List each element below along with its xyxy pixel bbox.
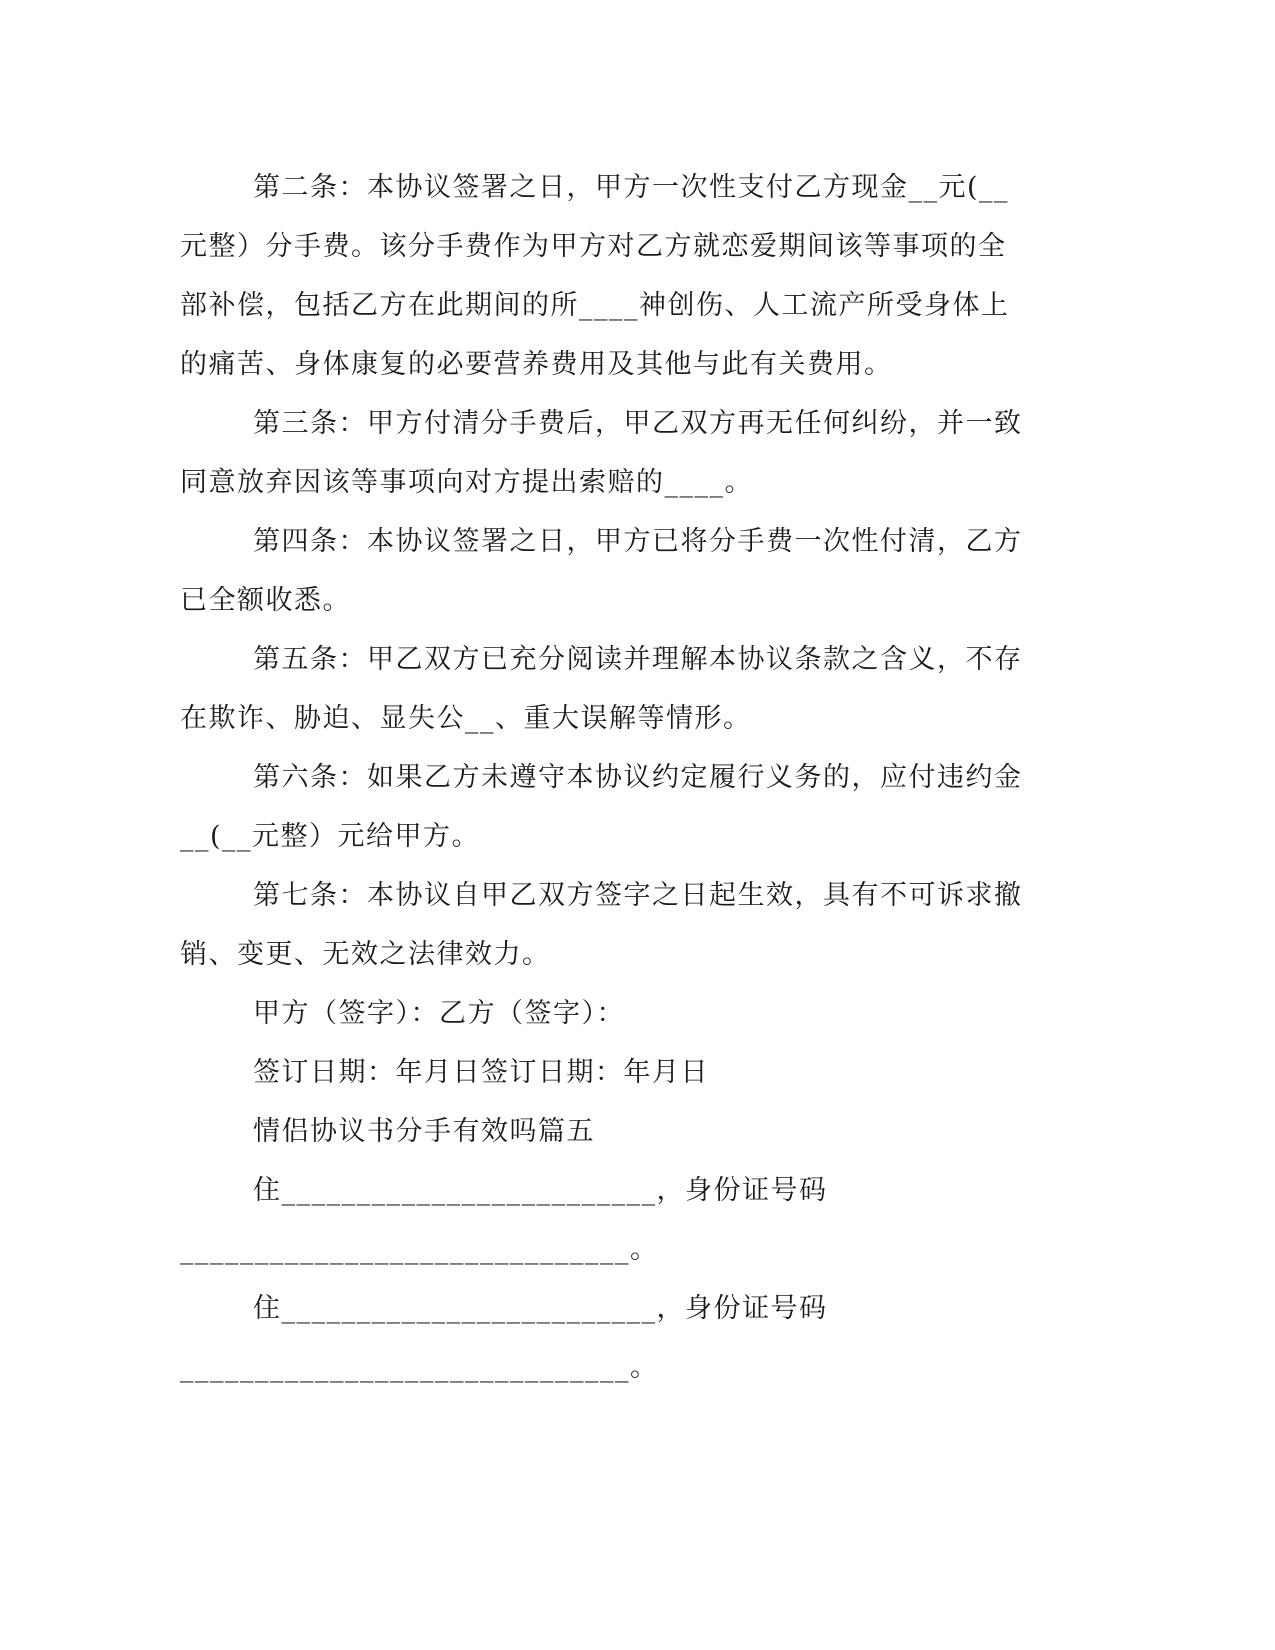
clause-2: 第二条：本协议签署之日，甲方一次性支付乙方现金__元(__元整）分手费。该分手费作为甲方对乙方就恋爱期间该等事项的全部补偿，包括乙方在此期间的所____神创伤、人工流产所受身体上的痛苦、身体康复的必要营养费用及其他与此有关费用。 (180, 172, 1010, 380)
address-line-2: 住_________________________，身份证号码 (253, 1293, 828, 1324)
section-heading: 情侣协议书分手有效吗篇五 (253, 1116, 595, 1147)
address-line-1: 住_________________________，身份证号码 (253, 1175, 828, 1206)
clause-5: 第五条：甲乙双方已充分阅读并理解本协议条款之含义，不存在欺诈、胁迫、显失公__、重大误解等情形。 (180, 644, 1023, 734)
id-number-line-2: ______________________________。 (180, 1352, 659, 1383)
clause-4: 第四条：本协议签署之日，甲方已将分手费一次性付清，乙方已全额收悉。 (180, 526, 1023, 616)
clause-6: 第六条：如果乙方未遵守本协议约定履行义务的，应付违约金__(__元整）元给甲方。 (180, 762, 1023, 852)
signature-line: 甲方（签字）：乙方（签字）： (253, 998, 625, 1029)
signing-date-line: 签订日期：年月日签订日期：年月日 (253, 1057, 709, 1088)
id-number-line-1: ______________________________。 (180, 1234, 659, 1265)
document-body (180, 158, 1025, 1397)
clause-7: 第七条：本协议自甲乙双方签字之日起生效，具有不可诉求撤销、变更、无效之法律效力。 (180, 880, 1023, 970)
clause-3: 第三条：甲方付清分手费后，甲乙双方再无任何纠纷，并一致同意放弃因该等事项向对方提出索赔的____。 (180, 408, 1023, 498)
